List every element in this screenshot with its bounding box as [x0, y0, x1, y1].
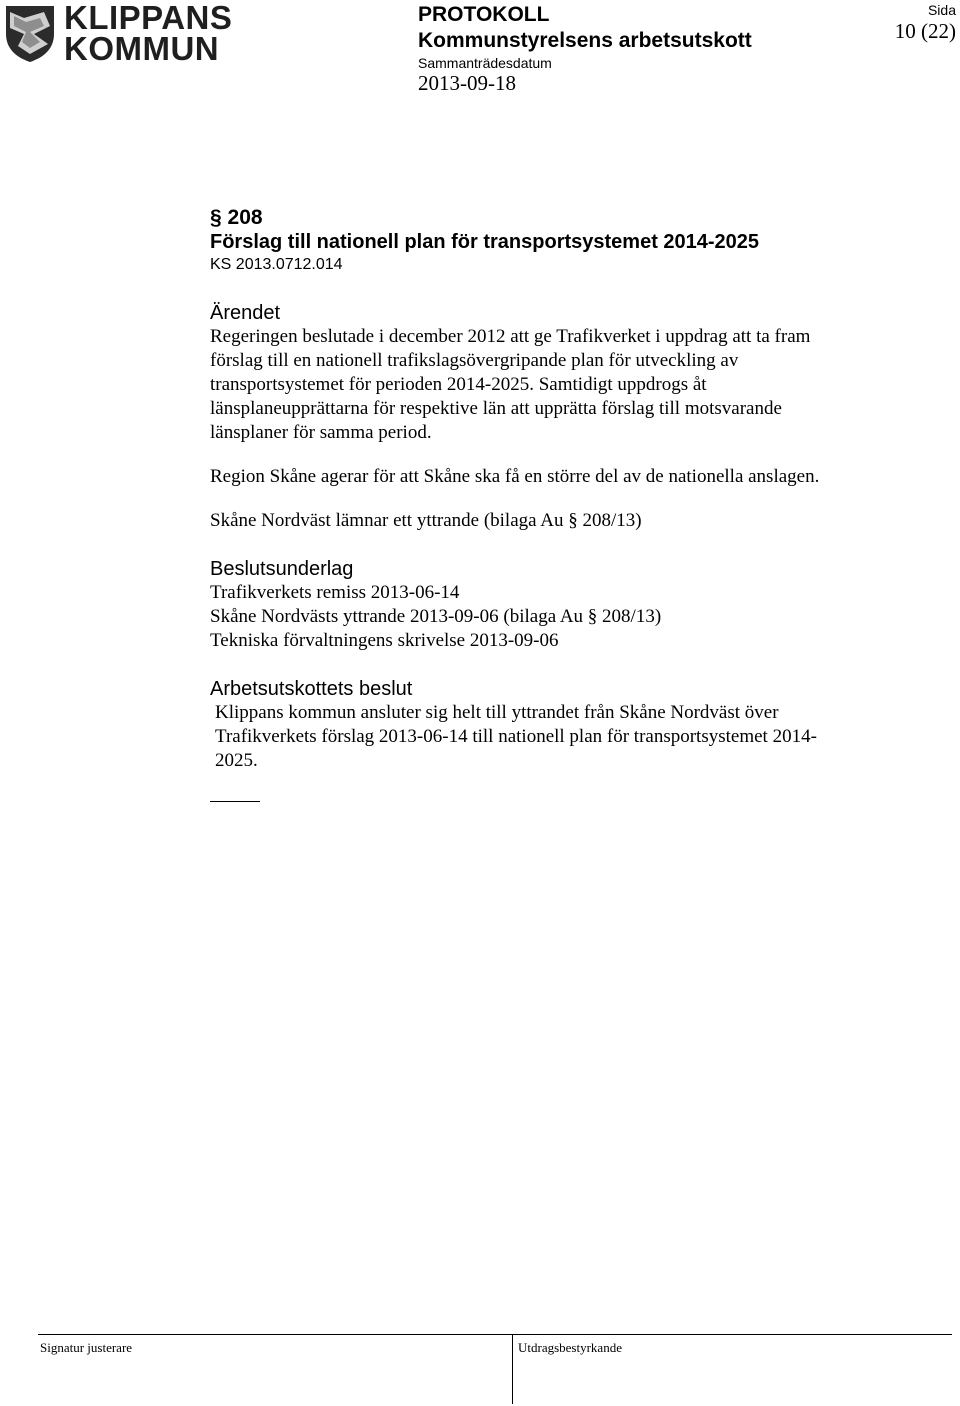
arendet-line: länsplaner för samma period. — [210, 422, 432, 443]
page-number: 10 (22) — [894, 19, 956, 43]
beslutsunderlag-item: Trafikverkets remiss 2013-06-14 — [210, 582, 460, 603]
arendet-heading: Ärendet — [210, 302, 281, 324]
arendet-line: Regeringen beslutade i december 2012 att ge Trafikverket i uppdrag att ta fram — [210, 326, 811, 347]
case-number: KS 2013.0712.014 — [210, 256, 343, 273]
arendet-line: transportsystemet för perioden 2014-2025. Samtidigt uppdrogs åt — [210, 374, 707, 395]
arendet-paragraph-2: Region Skåne agerar för att Skåne ska få en större del av de nationella anslagen. — [210, 466, 820, 487]
paragraph-number: § 208 — [210, 206, 263, 229]
arendet-paragraph-3: Skåne Nordväst lämnar ett yttrande (bilaga Au § 208/13) — [210, 510, 642, 531]
decision-line: Klippans kommun ansluter sig helt till yttrandet från Skåne Nordväst över — [215, 702, 779, 723]
footer-column-divider — [512, 1334, 513, 1404]
committee-name: Kommunstyrelsens arbetsutskott — [418, 29, 752, 52]
arendet-line: förslag till en nationell trafikslagsövergripande plan för utveckling av — [210, 350, 739, 371]
logo-line-2: KOMMUN — [64, 30, 220, 67]
municipality-logo — [4, 0, 233, 68]
meeting-date: 2013-09-18 — [418, 71, 516, 95]
decision-line: Trafikverkets förslag 2013-06-14 till nationell plan för transportsystemet 2014- — [215, 726, 817, 747]
decision-line: 2025. — [215, 750, 258, 771]
beslutsunderlag-item: Skåne Nordvästs yttrande 2013-09-06 (bilaga Au § 208/13) — [210, 606, 662, 627]
decision-text — [210, 701, 930, 773]
beslut-heading: Arbetsutskottets beslut — [210, 678, 413, 700]
document-body — [210, 206, 930, 802]
footer-divider — [38, 1334, 952, 1335]
beslutsunderlag-item: Tekniska förvaltningens skrivelse 2013-09-06 — [210, 630, 559, 651]
beslutsunderlag-heading: Beslutsunderlag — [210, 558, 354, 580]
logo-wordmark — [64, 0, 233, 67]
end-rule — [210, 801, 260, 802]
document-header — [418, 2, 752, 95]
page-indicator — [895, 2, 956, 44]
meeting-date-label: Sammanträdesdatum — [418, 55, 552, 71]
coat-of-arms-icon — [4, 4, 56, 64]
signature-field-label: Signatur justerare — [40, 1340, 133, 1355]
logo-line-1: KLIPPANS — [64, 0, 233, 36]
arendet-line: länsplaneupprättarna för respektive län att upprätta förslag till motsvarande — [210, 398, 782, 419]
page-label: Sida — [927, 2, 956, 18]
document-type: PROTOKOLL — [418, 3, 550, 26]
certification-field-label: Utdragsbestyrkande — [518, 1340, 622, 1355]
section-title: Förslag till nationell plan för transportsystemet 2014-2025 — [210, 231, 760, 253]
